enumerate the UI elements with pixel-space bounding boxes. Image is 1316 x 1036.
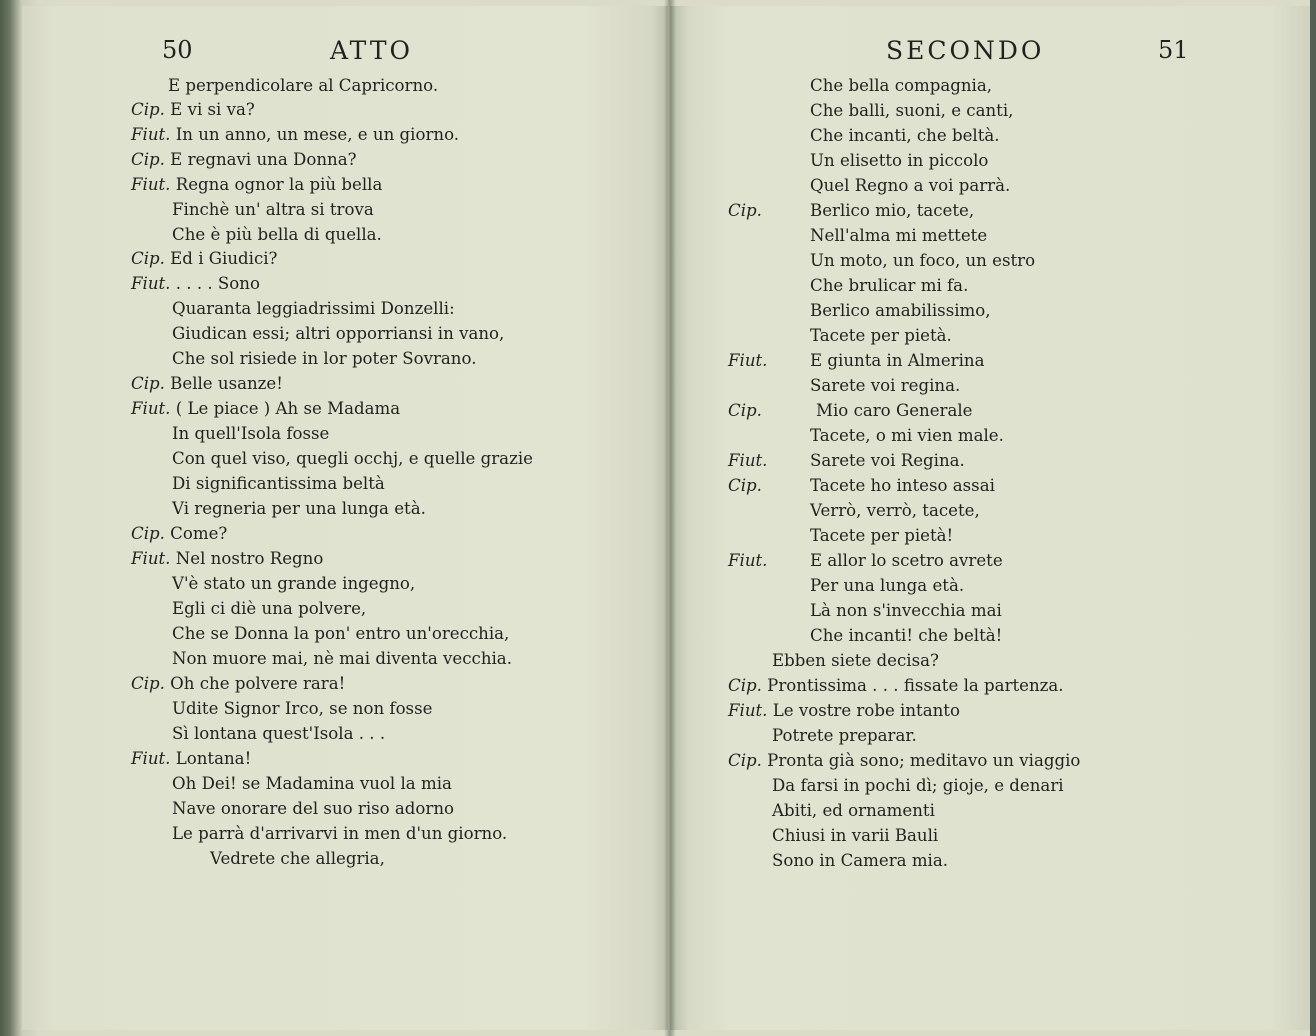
line-text: Belle usanze! [164,374,283,393]
verse-line [131,751,251,768]
line-text: Con quel viso, quegli occhj, e quelle grazie [172,449,533,468]
speaker-label: Cip. [131,524,165,543]
line-text: Che brulicar mi fa. [810,276,969,295]
line-text: Che bella compagnia, [810,76,993,95]
speaker-label: Fiut. [728,551,768,570]
line-text: Sono in Camera mia. [772,851,949,870]
verse-line [172,576,415,593]
speaker-label: Fiut. [131,125,171,144]
speaker-label: Fiut. [728,451,768,470]
speaker-label: Cip. [728,401,762,420]
line-text: Egli ci diè una polvere, [172,599,367,618]
verse-line [772,853,948,870]
verse-line [172,451,533,468]
verse-line [772,828,938,845]
line-text: Tacete per pietà. [810,326,952,345]
verse-line [810,503,980,520]
verse-line [810,628,1002,645]
verse-line [172,476,385,493]
speaker-label: Fiut. [131,749,171,768]
line-text: Tacete per pietà! [810,526,954,545]
line-text: E perpendicolare al Capricorno. [168,76,439,95]
line-text: Ed i Giudici? [164,249,278,268]
verse-line [131,276,260,293]
line-text: Oh Dei! se Madamina vuol la mia [172,774,452,793]
verse-line [810,253,1035,270]
line-text: Che incanti, che beltà. [810,126,1000,145]
line-text: Vedrete che allegria, [210,849,385,868]
verse-line [172,301,455,318]
verse-line [131,127,459,144]
verse-line [172,776,452,793]
line-text: Sarete voi regina. [810,376,961,395]
verse-line [172,801,454,818]
line-text: Da farsi in pochi dì; gioje, e denari [772,776,1064,795]
line-text: E regnavi una Donna? [164,150,357,169]
verse-line: E giunta in Almerina [810,351,985,370]
verse-line [728,678,1064,695]
line-text: Che sol risiede in lor poter Sovrano. [172,349,477,368]
verse-line [810,228,987,245]
verse-line [172,426,329,443]
line-text: Le parrà d'arrivarvi in men d'un giorno. [172,824,508,843]
line-text: Che balli, suoni, e canti, [810,101,1014,120]
verse-line [728,753,1080,770]
line-text: Abiti, ed ornamenti [772,801,935,820]
verse-line [810,578,964,595]
verse-line [131,676,345,693]
line-text: Quel Regno a voi parrà. [810,176,1011,195]
verse-line [172,326,504,343]
right-page [670,6,1310,1030]
verse-line [210,851,385,868]
verse-line [131,251,277,268]
verse-line [772,728,917,745]
page-number: 51 [1158,36,1189,64]
line-text: Sì lontana quest'Isola . . . [172,724,386,743]
line-text: Come? [164,524,228,543]
line-text: Un elisetto in piccolo [810,151,989,170]
line-text: Quaranta leggiadrissimi Donzelli: [172,299,455,318]
line-text: Di significantissima beltà [172,474,385,493]
verse-line [810,428,1004,445]
speaker-label: Fiut. [131,175,171,194]
verse-line [772,653,939,670]
line-text: Un moto, un foco, un estro [810,251,1036,270]
verse-line [131,376,283,393]
verse-line [172,351,476,368]
verse-line: Sarete voi Regina. [810,451,965,470]
speaker-label: Cip. [131,674,165,693]
line-text: Finchè un' altra si trova [172,200,374,219]
verse-line [168,78,438,95]
verse-line [172,501,426,518]
verse-line [810,78,992,95]
verse-line [810,103,1013,120]
speaker-label: Fiut. [728,701,768,720]
line-text: Per una lunga età. [810,576,965,595]
running-head: ATTO [330,36,413,65]
line-text: Tacete, o mi vien male. [810,426,1004,445]
speaker-label: Cip. [728,201,762,220]
line-text: ( Le piace ) Ah se Madama [170,399,401,418]
verse-line [772,778,1064,795]
verse-line: Tacete ho inteso assai [810,476,995,495]
speaker-label: Fiut. [131,399,171,418]
line-text: Lontana! [170,749,252,768]
verse-line [810,128,1000,145]
speaker-label: Fiut. [131,549,171,568]
verse-line [172,601,366,618]
line-text: Le vostre robe intanto [767,701,960,720]
line-text: V'è stato un grande ingegno, [172,574,416,593]
line-text: Potrete preparar. [772,726,917,745]
line-text: Che è più bella di quella. [172,225,382,244]
verse-line [810,178,1010,195]
line-text: Oh che polvere rara! [164,674,346,693]
line-text: Nel nostro Regno [170,549,324,568]
verse-line [172,626,509,643]
verse-line [172,227,382,244]
speaker-label: Cip. [728,676,762,695]
verse-line [172,202,374,219]
line-text: Chiusi in varii Bauli [772,826,939,845]
verse-line [810,603,1002,620]
verse-line [131,401,400,418]
speaker-label: Cip. [131,100,165,119]
verse-line [172,726,385,743]
verse-line [810,528,953,545]
line-text: Berlico amabilissimo, [810,301,991,320]
line-text: Che se Donna la pon' entro un'orecchia, [172,624,510,643]
verse-line [131,102,255,119]
line-text: Nave onorare del suo riso adorno [172,799,455,818]
speaker-label: Cip. [728,751,762,770]
line-text: Regna ognor la più bella [170,175,383,194]
speaker-label: Cip. [131,150,165,169]
verse-line [810,153,988,170]
page-number: 50 [162,36,193,64]
line-text: Nell'alma mi mettete [810,226,988,245]
verse-line [131,177,382,194]
verse-line [810,278,968,295]
verse-line [810,378,960,395]
speaker-label: Fiut. [728,351,768,370]
verse-line [772,803,935,820]
verse-line [172,701,432,718]
verse-line [131,551,323,568]
line-text: Ebben siete decisa? [772,651,939,670]
line-text: . . . . Sono [170,274,260,293]
line-text: In quell'Isola fosse [172,424,330,443]
verse-line: Mio caro Generale [816,401,973,420]
verse-line [810,303,991,320]
line-text: Che incanti! che beltà! [810,626,1003,645]
line-text: Udite Signor Irco, se non fosse [172,699,433,718]
line-text: E vi si va? [164,100,255,119]
line-text: Là non s'invecchia mai [810,601,1002,620]
running-head: SECONDO [886,36,1045,65]
line-text: In un anno, un mese, e un giorno. [170,125,460,144]
verse-line [172,826,507,843]
verse-line [172,651,512,668]
line-text: Pronta già sono; meditavo un viaggio [761,751,1081,770]
verse-line [131,526,227,543]
verse-line [728,703,960,720]
line-text: Giudican essi; altri opporriansi in vano, [172,324,505,343]
book-gutter [664,0,676,1036]
speaker-label: Fiut. [131,274,171,293]
line-text: Vi regneria per una lunga età. [172,499,426,518]
speaker-label: Cip. [131,374,165,393]
line-text: Prontissima . . . fissate la partenza. [761,676,1064,695]
verse-line: Berlico mio, tacete, [810,201,975,220]
line-text: Non muore mai, nè mai diventa vecchia. [172,649,512,668]
speaker-label: Cip. [728,476,762,495]
verse-line [810,328,952,345]
verse-line [131,152,356,169]
left-page [22,6,668,1030]
verse-line: E allor lo scetro avrete [810,551,1003,570]
speaker-label: Cip. [131,249,165,268]
page-edge [1310,0,1316,1036]
line-text: Verrò, verrò, tacete, [810,501,980,520]
